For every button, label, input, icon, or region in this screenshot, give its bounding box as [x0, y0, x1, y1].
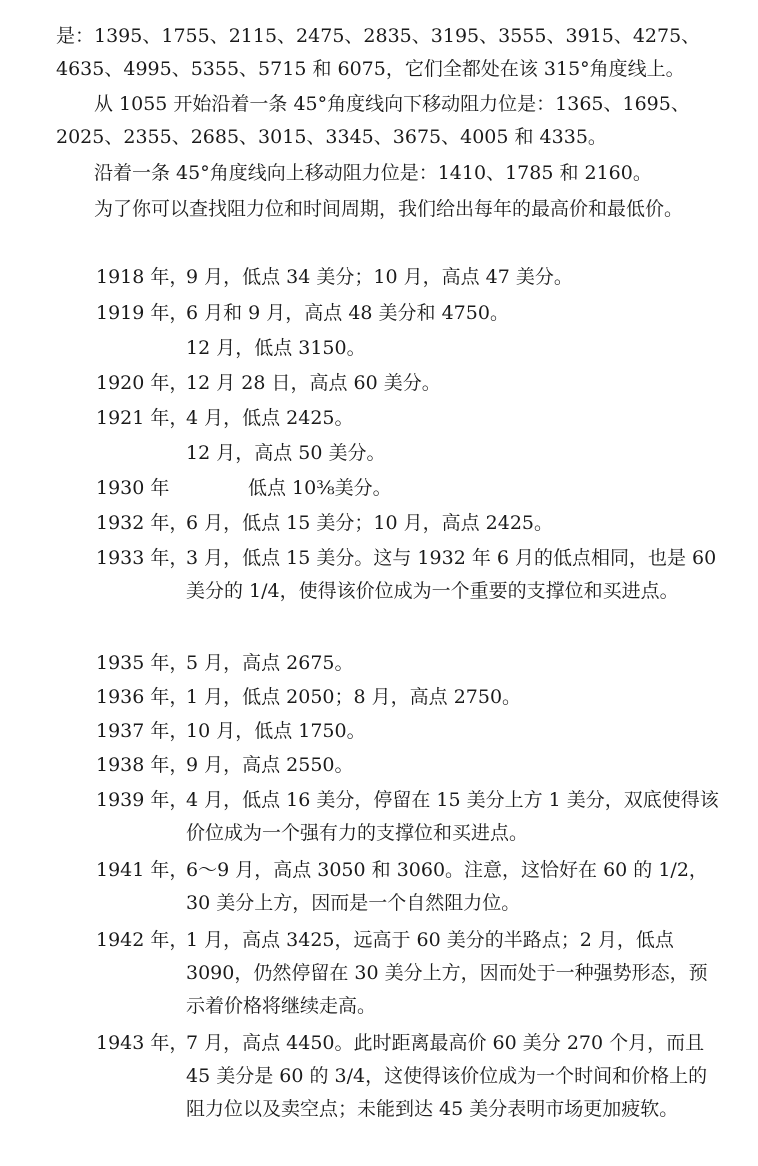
entry-text: 4 月，低点 16 美分，停留在 15 美分上方 1 美分，双底使得该价位成为一个强有力的支撑位和买进点。 — [186, 789, 719, 844]
entry-year: 1936 年， — [96, 686, 189, 708]
entry-1919 — [96, 297, 724, 330]
entry-text: 5 月，高点 2675。 — [186, 652, 354, 674]
entry-year: 1918 年， — [96, 266, 189, 288]
paragraph-resistance-45-down: 从 1055 开始沿着一条 45°角度线向下移动阻力位是：1365、1695、2025、2355、2685、3015、3345、3675、4005 和 4335。 — [56, 93, 690, 148]
entry-text: 9 月，低点 34 美分；10 月，高点 47 美分。 — [186, 266, 573, 288]
paragraph-resistance-315: 是：1395、1755、2115、2475、2835、3195、3555、3915、4275、4635、4995、5355、5715 和 6075，它们全都处在该 315°角度线上。 — [56, 25, 701, 80]
entry-text: 6 月，低点 15 美分；10 月，高点 2425。 — [186, 512, 553, 534]
entry-text: 1 月，低点 2050；8 月，高点 2750。 — [186, 686, 522, 708]
entry-text: 1 月，高点 3425，远高于 60 美分的半路点；2 月，低点 3090，仍然停留在 30 美分上方，因而处于一种强势形态，预示着价格将继续走高。 — [186, 929, 708, 1017]
entry-1918 — [96, 261, 724, 294]
entry-1939 — [96, 784, 724, 850]
entry-text: 6～9 月，高点 3050 和 3060。注意，这恰好在 60 的 1/2，30 美分上方，因而是一个自然阻力位。 — [186, 859, 708, 914]
entry-1935 — [96, 647, 724, 680]
entry-1921-continuation: 12 月，高点 50 美分。 — [186, 442, 386, 464]
entry-year: 1935 年， — [96, 652, 189, 674]
entry-year: 1938 年， — [96, 754, 189, 776]
entry-year: 1932 年， — [96, 512, 189, 534]
paragraph-intro-yearly: 为了你可以查找阻力位和时间周期，我们给出每年的最高价和最低价。 — [94, 198, 684, 220]
entry-1919-continuation: 12 月，低点 3150。 — [186, 337, 366, 359]
entry-text: 6 月和 9 月，高点 48 美分和 4750。 — [186, 302, 509, 324]
entry-text: 9 月，高点 2550。 — [186, 754, 354, 776]
entry-year: 1919 年， — [96, 302, 189, 324]
entry-year: 1941 年， — [96, 859, 189, 881]
entry-year: 1943 年， — [96, 1032, 189, 1054]
entry-text: 10 月，低点 1750。 — [186, 720, 366, 742]
entry-1937 — [96, 715, 724, 748]
paragraph-resistance-45-up: 沿着一条 45°角度线向上移动阻力位是：1410、1785 和 2160。 — [94, 162, 652, 184]
entry-1921 — [96, 402, 724, 435]
entry-1941 — [96, 854, 724, 920]
entry-1933 — [96, 542, 724, 608]
entry-year: 1920 年， — [96, 372, 189, 394]
entry-1920 — [96, 367, 724, 400]
entry-text: 低点 10⅜美分。 — [248, 477, 392, 499]
entry-year: 1930 年 — [96, 477, 170, 499]
entry-year: 1921 年， — [96, 407, 189, 429]
entry-1932 — [96, 507, 724, 540]
entry-1936 — [96, 681, 724, 714]
entry-1930 — [96, 472, 724, 505]
entry-1943 — [96, 1027, 724, 1126]
entry-text: 12 月 28 日，高点 60 美分。 — [186, 372, 441, 394]
entry-year: 1942 年， — [96, 929, 189, 951]
entry-text: 7 月，高点 4450。此时距离最高价 60 美分 270 个月，而且 45 美分是 60 的 3/4，这使得该价位成为一个时间和价格上的阻力位以及卖空点；未能到达 45 美分表明市场更加疲软。 — [186, 1032, 708, 1120]
entry-text: 4 月，低点 2425。 — [186, 407, 354, 429]
entry-1942 — [96, 924, 724, 1023]
entry-year: 1933 年， — [96, 547, 189, 569]
entry-year: 1937 年， — [96, 720, 189, 742]
entry-year: 1939 年， — [96, 789, 189, 811]
entry-1938 — [96, 749, 724, 782]
entry-text: 3 月，低点 15 美分。这与 1932 年 6 月的低点相同，也是 60 美分的 1/4，使得该价位成为一个重要的支撑位和买进点。 — [186, 547, 717, 602]
